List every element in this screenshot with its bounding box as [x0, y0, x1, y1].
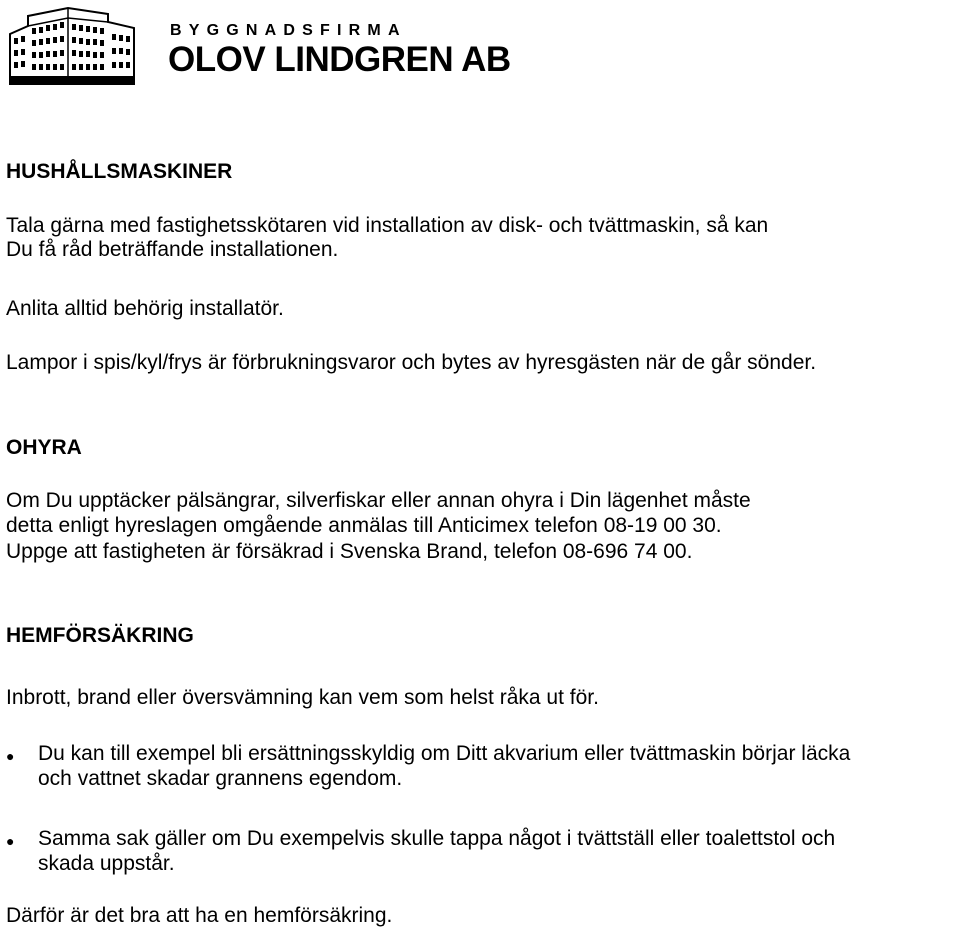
paragraph-line: Uppge att fastigheten är försäkrad i Svenska Brand, telefon 08-696 74 00. [6, 540, 693, 563]
paragraph-line: Anlita alltid behörig installatör. [6, 297, 284, 320]
paragraph-line: Lampor i spis/kyl/frys är förbrukningsvaror och bytes av hyresgästen när de går sönder. [6, 351, 817, 374]
paragraph-line: Tala gärna med fastighetsskötaren vid installation av disk- och tvättmaskin, så kan [6, 214, 769, 237]
building-logo-icon [8, 4, 136, 86]
list-item-line: skada uppstår. [38, 852, 175, 875]
list-item-line: Du kan till exempel bli ersättningsskyldig om Ditt akvarium eller tvättmaskin börjar läcka [38, 742, 851, 765]
list-item-line: Samma sak gäller om Du exempelvis skulle tappa något i tvättställ eller toalettstol och [38, 827, 836, 850]
bullet-icon: ● [6, 748, 15, 764]
section-title-pests: OHYRA [6, 436, 82, 459]
list-item-line: och vattnet skadar grannens egendom. [38, 767, 403, 790]
letterhead [8, 4, 511, 86]
paragraph-line: Därför är det bra att ha en hemförsäkring. [6, 904, 393, 927]
section-title-appliances: HUSHÅLLSMASKINER [6, 160, 233, 183]
bullet-icon: ● [6, 833, 15, 849]
company-name: OLOV LINDGREN AB [168, 40, 511, 79]
paragraph-line: Du få råd beträffande installationen. [6, 238, 339, 261]
section-title-insurance: HEMFÖRSÄKRING [6, 624, 194, 647]
paragraph-line: detta enligt hyreslagen omgående anmälas till Anticimex telefon 08-19 00 30. [6, 514, 722, 537]
paragraph-line: Inbrott, brand eller översvämning kan vem som helst råka ut för. [6, 686, 599, 709]
paragraph-line: Om Du upptäcker pälsängrar, silverfiskar eller annan ohyra i Din lägenhet måste [6, 489, 751, 512]
company-tagline: BYGGNADSFIRMA [170, 22, 407, 39]
